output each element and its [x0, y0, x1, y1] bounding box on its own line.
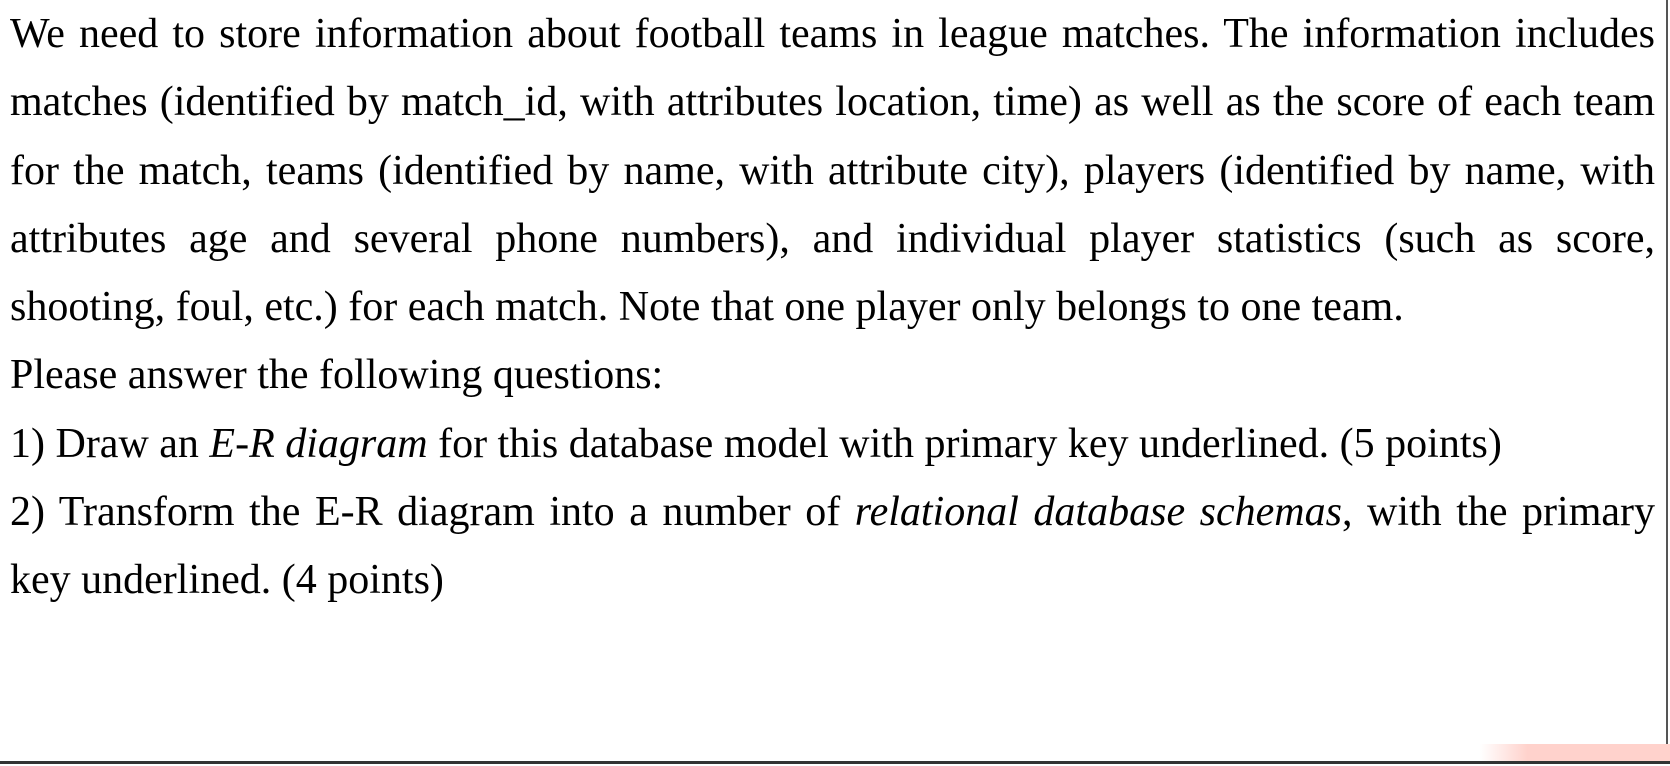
corner-highlight-mark — [1480, 744, 1670, 761]
question-1-tail: for this database model with primary key underlined. (5 points) — [427, 420, 1502, 467]
page-right-border — [1666, 0, 1668, 763]
question-2-term: relational database schemas — [854, 489, 1342, 536]
page-bottom-border — [0, 761, 1670, 764]
question-2 — [10, 478, 1655, 615]
question-1-lead: 1) Draw an — [10, 420, 210, 467]
question-1-term: E-R diagram — [209, 420, 428, 467]
question-2-tail: , with the primary key underlined. (4 points) — [10, 489, 1656, 604]
document-body — [10, 0, 1655, 615]
question-2-lead: 2) Transform the E-R diagram into a number of — [10, 489, 855, 536]
question-1 — [10, 410, 1655, 478]
problem-intro: We need to store information about football teams in league matches. The information includes matches (identified by match_id, with attributes location, time) as well as the score of each team for the match, teams (identified by name, with attribute city), players (identified by name, with attributes age and several phone numbers), and individual player statistics (such as score, shooting, foul, etc.) for each match. Note that one player only belongs to one team. — [10, 11, 1655, 331]
question-prompt: Please answer the following questions: — [10, 352, 664, 399]
